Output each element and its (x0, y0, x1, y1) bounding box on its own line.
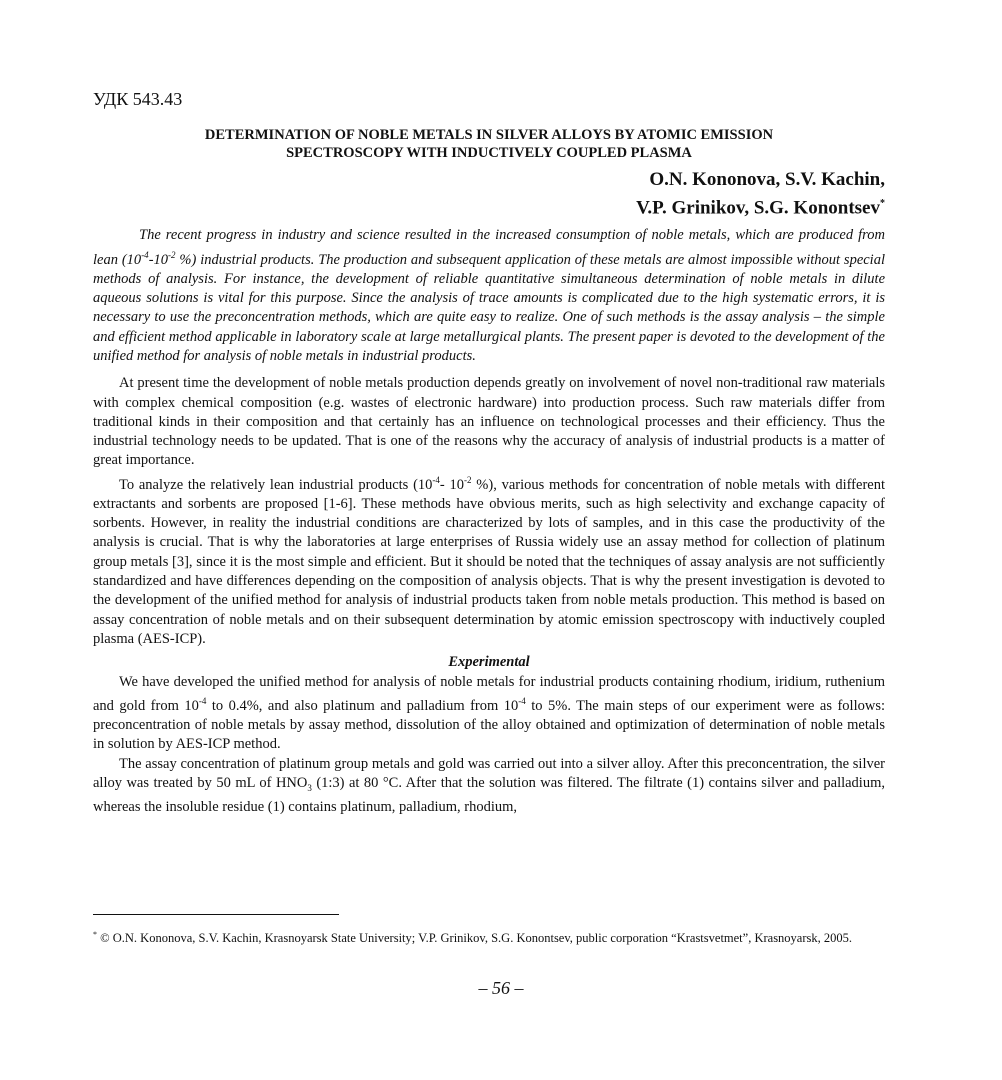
paragraph-2-sup-1: -4 (432, 474, 440, 485)
paragraph-2-text-c: %), various methods for concentration of noble metals with different extractants and sorbents are proposed [1-6]. These methods have obvious merits, such as high selectivity and exchange capacity of sorbents. However, in reality the industrial conditions are characterized by lots of samples, and in this case the productivity of the analysis is crucial. That is why the laboratories at large enterprises of Russia widely use an assay method for collection of platinum group metals [3], since it is the most simple and efficient. But it should be noted that the techniques of assay analysis are not sufficiently standardized and have differences depending on the composition of analysis objects. That is why the present investigation is devoted to the development of the unified method for analysis of industrial products taken from noble metals production. This method is based on assay concentration of noble metals and on their subsequent determination by atomic emission spectroscopy with inductively coupled plasma (AES-ICP). (93, 476, 885, 647)
authors-line-2-text: V.P. Grinikov, S.G. Konontsev (636, 197, 880, 219)
footnote-rule (93, 914, 339, 915)
abstract-text-2: -10 (148, 251, 169, 268)
paragraph-3-sup-1: -4 (198, 695, 207, 706)
abstract-sup-2: -2 (168, 249, 176, 260)
authors-line-1: O.N. Kononova, S.V. Kachin, (649, 169, 885, 190)
paragraph-3-text-a: We have developed the unified method for analysis of noble metals for industrial products containing rhodium, iridium, ruthenium and gold from 10 (93, 673, 885, 714)
authors-footnote-mark: * (880, 198, 885, 209)
body-paragraph-4 (93, 755, 885, 818)
paragraph-3-sup-2: -4 (518, 695, 526, 706)
body-paragraph-2 (93, 471, 885, 650)
abstract-text-1: The recent progress in industry and science resulted in the increased consumption of noble metals, which are produced from lean (10 (93, 227, 885, 268)
authors-block (93, 168, 885, 220)
footnote (93, 926, 885, 947)
article-title-line-2: SPECTROSCOPY WITH INDUCTIVELY COUPLED PLASMA (286, 145, 692, 161)
abstract-text-3: %) industrial products. The production and subsequent application of these metals are almost impossible without special methods of analysis. For instance, the development of reliable quantitative simultaneous determination of noble metals in dilute aqueous solutions is vital for this purpose. Since the analysis of trace amounts is complicated due to the high systematic errors, it is necessary to use the preconcentration methods, which are quite easy to realize. One of such methods is the assay analysis – the simple and efficient method applicable in laboratory scale at large metallurgical plants. The present paper is devoted to the development of the unified method for analysis of noble metals in industrial products. (93, 251, 885, 364)
footnote-text: © O.N. Kononova, S.V. Kachin, Krasnoyarsk State University; V.P. Grinikov, S.G. Konontsev, public corporation “Krastsvetmet”, Krasnoyarsk, 2005. (97, 931, 853, 946)
paragraph-3-text-b: to 0.4%, and also platinum and palladium from 10 (206, 697, 519, 714)
authors-line-2 (93, 192, 885, 220)
paragraph-4-sub: 3 (307, 782, 312, 793)
paragraph-2-sup-2: -2 (464, 474, 472, 485)
udk-code: УДК 543.43 (93, 89, 183, 109)
abstract-sup-1: -4 (141, 249, 149, 260)
paragraph-2-text-a: To analyze the relatively lean industrial products (10 (119, 476, 433, 493)
paragraph-4-text-b: (1:3) at 80 °C. After that the solution was filtered. The filtrate (1) contains silver and palladium, whereas the insoluble residue (1) contains platinum, palladium, rhodium, (93, 774, 885, 816)
paragraph-3-text-c: to 5%. The main steps of our experiment were as follows: preconcentration of noble metals by assay method, dissolution of the alloy obtained and optimization of determination of noble metals in solution by AES-ICP method. (93, 697, 885, 753)
article-title (93, 126, 885, 162)
paragraph-4-text-a: The assay concentration of platinum group metals and gold was carried out into a silver alloy. After this preconcentration, the silver alloy was treated by 50 mL of HNO (93, 755, 885, 791)
footnote-mark: * (93, 930, 97, 939)
abstract (93, 226, 885, 366)
article-title-line-1: DETERMINATION OF NOBLE METALS IN SILVER ALLOYS BY ATOMIC EMISSION (204, 127, 774, 143)
section-heading-experimental: Experimental (448, 654, 530, 671)
body-paragraph-1: At present time the development of noble metals production depends greatly on involvement of novel non-traditional raw materials with complex chemical composition (e.g. wastes of electronic hardware) into production process. Such raw materials differ from traditional kinds in their composition and that certainly has an influence on technological processes and their efficiency. Thus the industrial technology needs to be updated. That is one of the reasons why the accuracy of analysis of industrial products is a matter of great importance. (93, 375, 885, 469)
body-paragraph-3 (93, 673, 885, 755)
page-number: – 56 – (478, 978, 524, 998)
paragraph-2-text-b: - 10 (439, 476, 465, 493)
page-body (93, 88, 885, 817)
